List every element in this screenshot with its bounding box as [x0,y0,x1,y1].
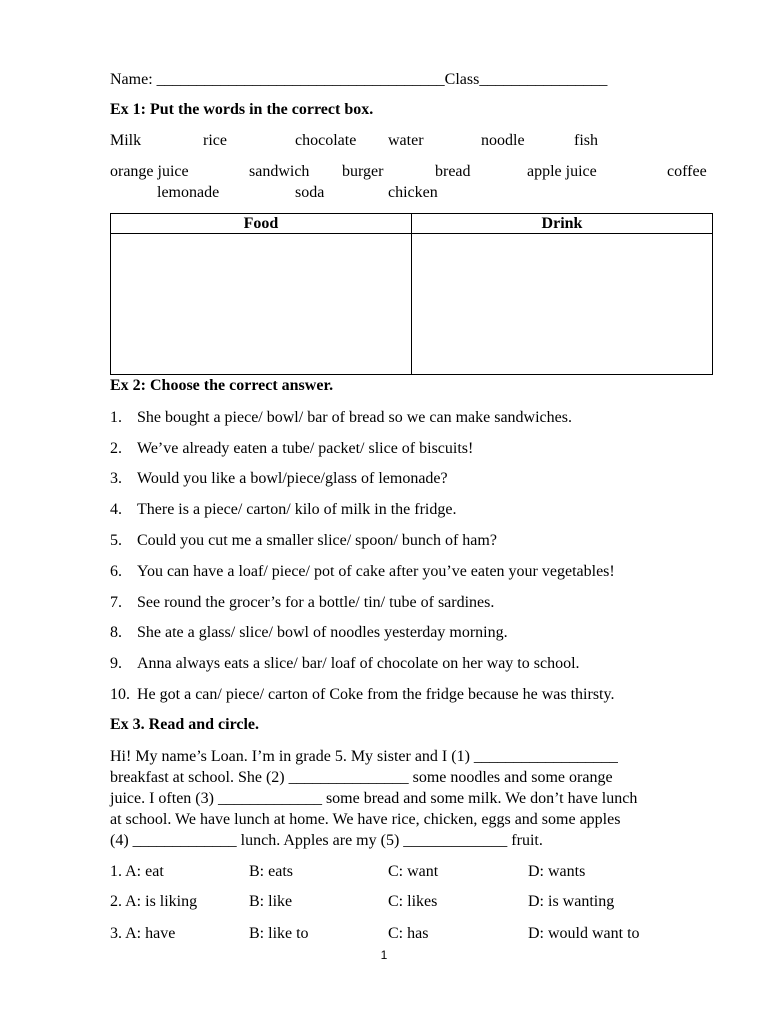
option-a[interactable]: 3. A: have [110,925,176,942]
item-number: 1. [110,409,122,426]
question-text: She ate a glass/ slice/ bowl of noodles yesterday morning. [137,624,508,641]
option-a[interactable]: 1. A: eat [110,863,164,880]
word-water: water [388,132,424,149]
food-drink-table [110,213,713,375]
drink-header: Drink [412,214,712,234]
passage-line: breakfast at school. She (2) _______________ some noodles and some orange [110,769,613,786]
word-soda: soda [295,184,325,201]
option-b[interactable]: B: like [249,893,293,910]
drink-cell[interactable] [412,234,712,374]
word-bread: bread [435,163,471,180]
item-number: 9. [110,655,122,672]
ex2-title: Ex 2: Choose the correct answer. [110,377,334,394]
word-burger: burger [342,163,384,180]
option-c[interactable]: C: want [388,863,439,880]
question-text: She bought a piece/ bowl/ bar of bread so we can make sandwiches. [137,409,572,426]
word-lemonade: lemonade [157,184,220,201]
word-sandwich: sandwich [249,163,310,180]
word-milk: Milk [110,132,142,149]
option-d[interactable]: D: is wanting [528,893,615,910]
item-number: 7. [110,594,122,611]
food-header: Food [111,214,411,234]
option-c[interactable]: C: has [388,925,429,942]
question-text: He got a can/ piece/ carton of Coke from the fridge because he was thirsty. [137,686,615,703]
option-c[interactable]: C: likes [388,893,438,910]
page-number: 1 [380,948,388,962]
option-b[interactable]: B: eats [249,863,293,880]
item-number: 5. [110,532,122,549]
item-number: 8. [110,624,122,641]
question-text: Would you like a bowl/piece/glass of lemonade? [137,470,448,487]
word-noodle: noodle [481,132,525,149]
item-number: 2. [110,440,122,457]
word-rice: rice [203,132,227,149]
question-text: Anna always eats a slice/ bar/ loaf of chocolate on her way to school. [137,655,580,672]
word-chocolate: chocolate [295,132,357,149]
word-fish: fish [574,132,598,149]
word-coffee: coffee [667,163,707,180]
passage-line: (4) _____________ lunch. Apples are my (5) _____________ fruit. [110,832,543,849]
passage-line: juice. I often (3) _____________ some bread and some milk. We don’t have lunch [110,790,638,807]
name-class-line: Name: ____________________________________Class________________ [110,71,608,88]
question-text: You can have a loaf/ piece/ pot of cake after you’ve eaten your vegetables! [137,563,615,580]
passage-line: at school. We have lunch at home. We have rice, chicken, eggs and some apples [110,811,621,828]
item-number: 4. [110,501,122,518]
word-chicken: chicken [388,184,438,201]
item-number: 10. [110,686,130,703]
option-d[interactable]: D: wants [528,863,586,880]
item-number: 6. [110,563,122,580]
item-number: 3. [110,470,122,487]
question-text: There is a piece/ carton/ kilo of milk in the fridge. [137,501,457,518]
option-a[interactable]: 2. A: is liking [110,893,198,910]
option-b[interactable]: B: like to [249,925,309,942]
question-text: See round the grocer’s for a bottle/ tin/ tube of sardines. [137,594,495,611]
word-apple-juice: apple juice [527,163,597,180]
question-text: Could you cut me a smaller slice/ spoon/ bunch of ham? [137,532,497,549]
reading-passage [110,746,720,851]
ex1-title: Ex 1: Put the words in the correct box. [110,101,374,118]
word-orange-juice: orange juice [110,163,189,180]
passage-line: Hi! My name’s Loan. I’m in grade 5. My sister and I (1) __________________ [110,748,618,765]
food-cell[interactable] [111,234,411,374]
ex3-title: Ex 3. Read and circle. [110,716,260,733]
option-d[interactable]: D: would want to [528,925,640,942]
question-text: We’ve already eaten a tube/ packet/ slice of biscuits! [137,440,474,457]
